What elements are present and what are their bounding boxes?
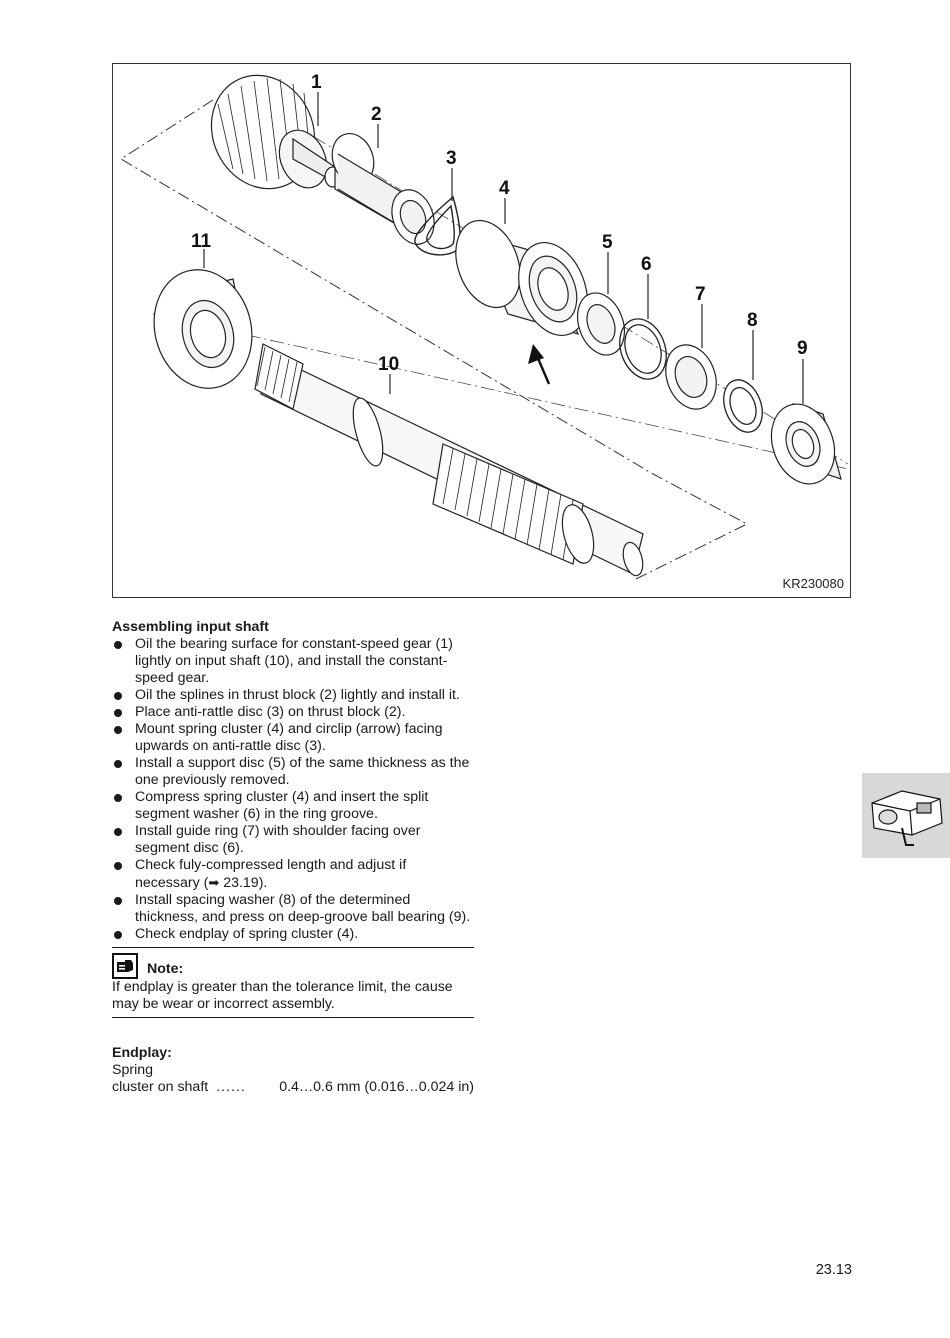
cross-reference-link[interactable]: 23.19 bbox=[223, 875, 259, 891]
callout-4: 4 bbox=[499, 178, 510, 199]
endplay-spec bbox=[112, 1045, 474, 1096]
step-item: Oil the bearing surface for constant-speed gear (1) lightly on input shaft (10), and install the constant-speed gear. bbox=[112, 636, 474, 687]
circlip-arrow bbox=[528, 344, 549, 384]
callout-8: 8 bbox=[747, 310, 758, 331]
section-title: Assembling input shaft bbox=[112, 619, 269, 635]
spec-label: cluster on shaft bbox=[112, 1079, 209, 1095]
callout-5: 5 bbox=[602, 232, 613, 253]
spec-value: 0.4…0.6 mm (0.016…0.024 in) bbox=[279, 1079, 474, 1095]
spec-title: Endplay: bbox=[112, 1045, 172, 1061]
guide-ring bbox=[657, 338, 725, 416]
arrow-right-icon: ➡ bbox=[208, 875, 220, 890]
callout-9: 9 bbox=[797, 338, 808, 359]
step-item: Install a support disc (5) of the same thickness as the one previously removed. bbox=[112, 755, 474, 789]
step-item: Install guide ring (7) with shoulder facing over segment disc (6). bbox=[112, 823, 474, 857]
spec-line1: Spring bbox=[112, 1062, 154, 1078]
step-item: Compress spring cluster (4) and insert the split segment washer (6) in the ring groove. bbox=[112, 789, 474, 823]
step-ref-before: Check fuly-compressed length and adjust if necessary ( bbox=[135, 857, 407, 891]
note-text: If endplay is greater than the tolerance limit, the cause may be wear or incorrect assembly. bbox=[112, 979, 453, 1012]
gearbox-icon bbox=[862, 773, 950, 858]
step-ref-after: ). bbox=[258, 875, 268, 891]
callout-10: 10 bbox=[378, 354, 400, 375]
step-item-with-reference bbox=[112, 857, 474, 892]
input-shaft bbox=[255, 344, 646, 578]
step-item: Check endplay of spring cluster (4). bbox=[112, 926, 474, 943]
callout-1: 1 bbox=[311, 72, 322, 93]
exploded-view-figure bbox=[112, 63, 851, 598]
step-item: Mount spring cluster (4) and circlip (arrow) facing upwards on anti-rattle disc (3). bbox=[112, 721, 474, 755]
spec-row bbox=[112, 1079, 474, 1096]
ball-bearing-9 bbox=[761, 395, 845, 493]
note-label: Note: bbox=[147, 961, 184, 977]
ball-bearing-11 bbox=[141, 259, 265, 400]
assembly-steps bbox=[112, 636, 474, 943]
step-item: Install spacing washer (8) of the determined thickness, and press on deep-groove ball bearing (9). bbox=[112, 892, 474, 926]
step-item: Place anti-rattle disc (3) on thrust block (2). bbox=[112, 704, 474, 721]
callout-6: 6 bbox=[641, 254, 652, 275]
spec-dots: ...... bbox=[216, 1079, 246, 1095]
input-shaft-drawing bbox=[113, 64, 852, 599]
figure-code: KR230080 bbox=[782, 576, 844, 591]
callout-2: 2 bbox=[371, 104, 382, 125]
chapter-tab[interactable] bbox=[862, 773, 950, 858]
callout-7: 7 bbox=[695, 284, 706, 305]
spring-cluster bbox=[444, 211, 599, 345]
instruction-column bbox=[112, 619, 474, 1096]
callout-3: 3 bbox=[446, 148, 457, 169]
thrust-block bbox=[325, 128, 441, 250]
callout-11: 11 bbox=[191, 231, 212, 252]
note-box bbox=[112, 947, 474, 1018]
note-hand-icon bbox=[112, 953, 138, 979]
page-number: 23.13 bbox=[815, 1262, 852, 1278]
step-item: Oil the splines in thrust block (2) lightly and install it. bbox=[112, 687, 474, 704]
note-header bbox=[112, 949, 474, 979]
spacing-washer bbox=[717, 374, 769, 437]
